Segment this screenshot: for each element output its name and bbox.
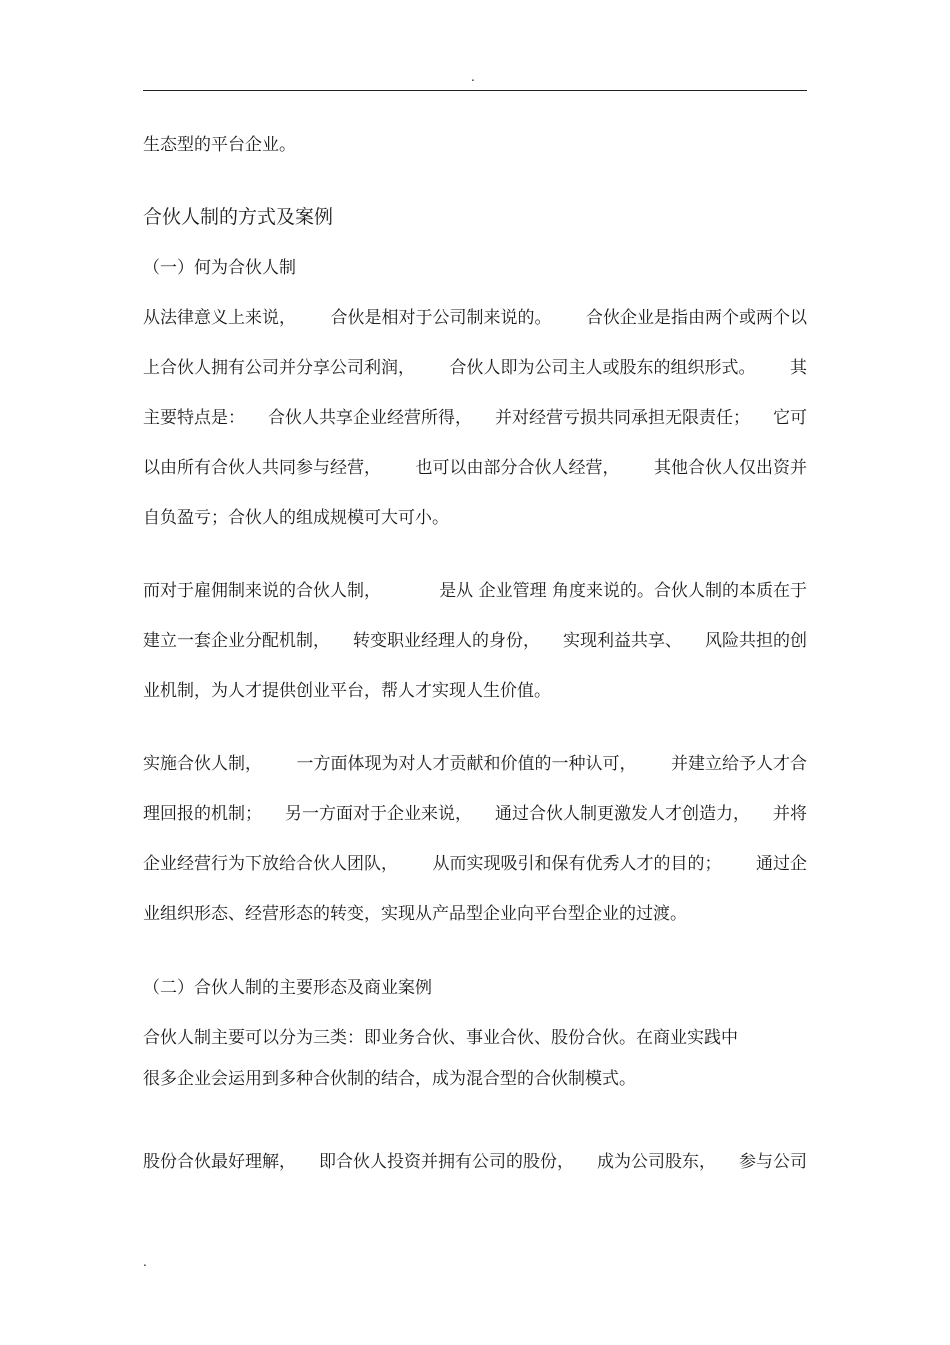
text-line [143,889,807,939]
text-segment: 自负盈亏；合伙人的组成规模可大可小。 [143,508,449,528]
text-line [143,1059,807,1100]
text-segment: 业机制，为人才提供创业平台，帮人才实现人生价值。 [143,681,551,701]
text-segment: 以由所有合伙人共同参与经营， [143,458,381,478]
footer-mark: . [143,1255,147,1269]
text-segment: 合伙人制主要可以分为三类：即业务合伙、事业合伙、股份合伙。在商业实践中 [143,1028,738,1048]
text-segment: 主要特点是： [143,408,245,428]
paragraph-2 [143,566,807,716]
text-segment: 通过企 [756,854,807,874]
text-line [143,1018,807,1059]
text-segment: 从而实现吸引和保有优秀人才的目的； [432,854,722,874]
text-segment: 参与公司 [739,1152,807,1172]
text-segment: 实施合伙人制， [143,754,262,774]
text-line [143,666,807,716]
text-segment: 合伙企业是指由两个或两个以 [586,308,807,328]
text-segment: 是从 企业管理 角度来说的。合伙人制的本质在于 [439,581,807,601]
intro-tail: 生态型的平台企业。 [143,135,296,155]
text-line [143,839,807,889]
text-segment: 成为公司股东， [597,1152,716,1172]
header-mark: . [471,70,475,84]
text-segment: 实现利益共享、 [563,631,682,651]
paragraph-3 [143,739,807,939]
text-segment: 很多企业会运用到多种合伙制的结合，成为混合型的合伙制模式。 [143,1069,636,1089]
paragraph-5 [143,1137,807,1187]
subsection-title-2: （二）合伙人制的主要形态及商业案例 [143,978,432,998]
text-line [143,293,807,343]
text-segment: 一方面体现为对人才贡献和价值的一种认可， [296,754,637,774]
section-title: 合伙人制的方式及案例 [143,206,334,228]
text-line [143,1137,807,1187]
text-line [143,343,807,393]
text-segment: 从法律意义上来说， [143,308,296,328]
paragraph-1 [143,293,807,543]
text-line [143,393,807,443]
text-segment: 合伙人共享企业经营所得， [268,408,472,428]
text-segment: 企业经营行为下放给合伙人团队， [143,854,398,874]
text-line [143,566,807,616]
text-line [143,789,807,839]
text-segment: 建立一套企业分配机制， [143,631,330,651]
text-line [143,616,807,666]
text-segment: 合伙人即为公司主人或股东的组织形式。 [449,358,756,378]
text-segment: 风险共担的创 [705,631,807,651]
text-segment: 其 [790,358,807,378]
text-line [143,493,807,543]
text-segment: 业组织形态、经营形态的转变，实现从产品型企业向平台型企业的过渡。 [143,904,687,924]
text-segment: 并建立给予人才合 [671,754,807,774]
text-segment: 合伙是相对于公司制来说的。 [330,308,552,328]
text-segment: 它可 [773,408,807,428]
text-segment: 即合伙人投资并拥有公司的股份， [319,1152,574,1172]
paragraph-4 [143,1018,807,1100]
text-line [143,443,807,493]
text-segment: 也可以由部分合伙人经营， [415,458,620,478]
text-segment: 通过合伙人制更激发人才创造力， [495,804,750,824]
text-segment: 并将 [773,804,807,824]
text-segment: 其他合伙人仅出资并 [654,458,807,478]
text-segment: 另一方面对于企业来说， [285,804,472,824]
text-segment: 转变职业经理人的身份， [353,631,540,651]
text-segment: 上合伙人拥有公司并分享公司利润， [143,358,415,378]
text-segment: 并对经营亏损共同承担无限责任； [495,408,750,428]
text-segment: 理回报的机制； [143,804,262,824]
header-rule [143,90,807,91]
text-line [143,739,807,789]
text-segment: 股份合伙最好理解， [143,1152,296,1172]
text-segment: 而对于雇佣制来说的合伙人制， [143,581,381,601]
subsection-title-1: （一）何为合伙人制 [143,258,296,278]
